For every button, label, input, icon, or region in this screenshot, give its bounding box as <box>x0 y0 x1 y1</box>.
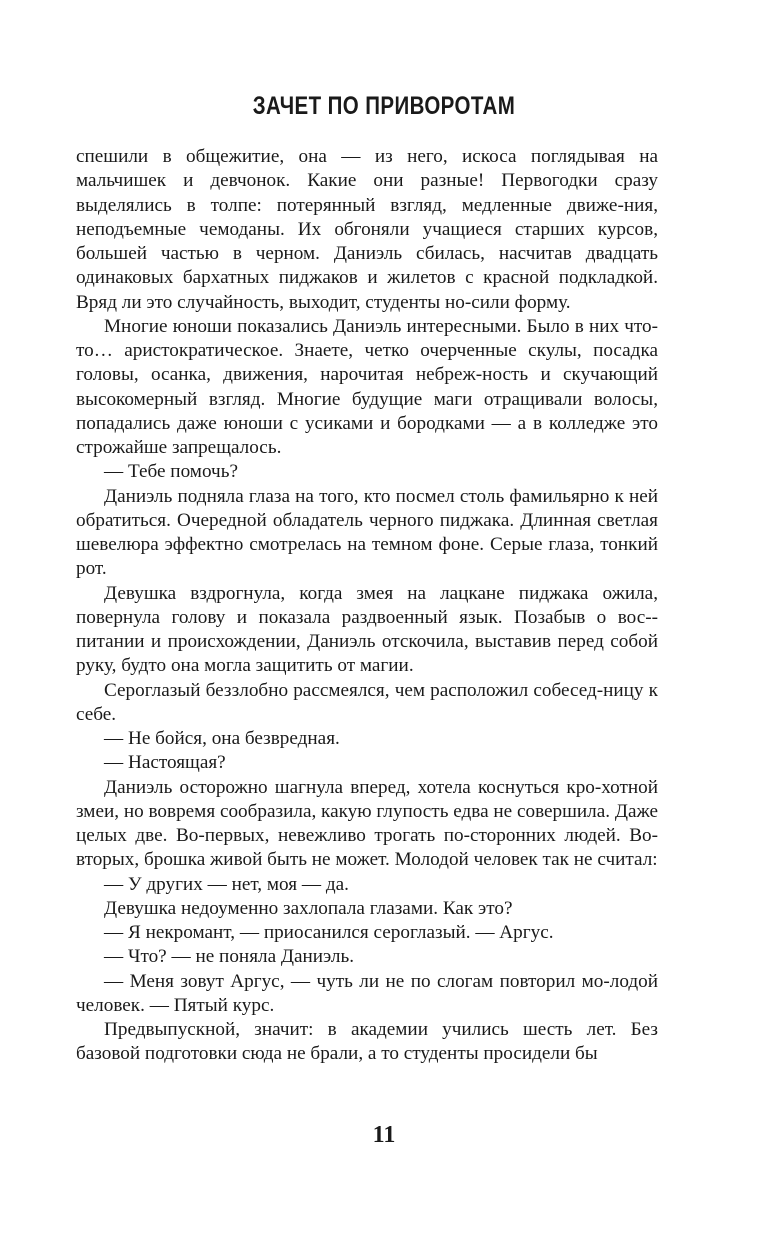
dialogue-line: — Меня зовут Аргус, — чуть ли не по слогам повторил мо-лодой человек. — Пятый курс. <box>76 970 658 1016</box>
dialogue-line: — Не бойся, она безвредная. <box>104 728 340 749</box>
paragraph: Девушка вздрогнула, когда змея на лацкане пиджака ожила, повернула голову и показала раздвоенный язык. Позабыв о вос-питании и происхождении, Даниэль отскочила, выставив перед собой руку, будто она могла защитить от магии. <box>76 582 658 677</box>
running-head: ЗАЧЕТ ПО ПРИВОРОТАМ <box>252 92 516 120</box>
paragraph: спешили в общежитие, она — из него, искоса поглядывая на мальчишек и девчонок. Какие они разные! Первогодки сразу выделялись в толпе: потерянный взгляд, медленные движе-ния, неподъемные чемоданы. Их обгоняли учащиеся старших курсов, большей частью в черном. Даниэль сбилась, насчитав двадцать одинаковых бархатных пиджаков и жилетов с красной подкладкой. Вряд ли это случайность, выходит, студенты но-сили форму. <box>76 146 658 313</box>
paragraph: Предвыпускной, значит: в академии учились шесть лет. Без базовой подготовки сюда не брали, а то студенты просидели бы <box>76 1019 658 1065</box>
dialogue-line: — Я некромант, — приосанился сероглазый. — Аргус. <box>104 922 554 943</box>
page-number: 11 <box>372 1122 396 1148</box>
paragraph: Многие юноши показались Даниэль интересными. Было в них что-то… аристократическое. Знаете, четко очерченные скулы, посадка головы, осанка, движения, нарочитая небреж-ность и скучающий высокомерный взгляд. Многие будущие маги отращивали волосы, попадались даже юноши с усиками и бородками — а в колледже это строжайше запрещалось. <box>76 315 658 458</box>
dialogue-line: — Тебе помочь? <box>104 461 238 483</box>
paragraph: Девушка недоуменно захлопала глазами. Как это? <box>104 897 513 919</box>
paragraph: Даниэль осторожно шагнула вперед, хотела коснуться кро-хотной змеи, но вовремя сообразила, какую глупость едва не совершила. Даже целых две. Во-первых, невежливо трогать по-сторонних людей. Во-вторых, брошка живой быть не может. Молодой человек так не считал: <box>76 776 658 871</box>
dialogue-line: — Что? — не поняла Даниэль. <box>104 946 355 968</box>
dialogue-line: — У других — нет, моя — да. <box>104 873 349 895</box>
paragraph: Сероглазый беззлобно рассмеялся, чем расположил собесед-ницу к себе. <box>76 679 658 725</box>
paragraph: Даниэль подняла глаза на того, кто посмел столь фамильярно к ней обратиться. Очередной обладатель черного пиджака. Длинная светлая шевелюра эффектно смотрелась на темном фоне. Серые глаза, тонкий рот. <box>76 485 658 580</box>
dialogue-line: — Настоящая? <box>104 752 226 774</box>
text-body <box>76 145 658 1067</box>
